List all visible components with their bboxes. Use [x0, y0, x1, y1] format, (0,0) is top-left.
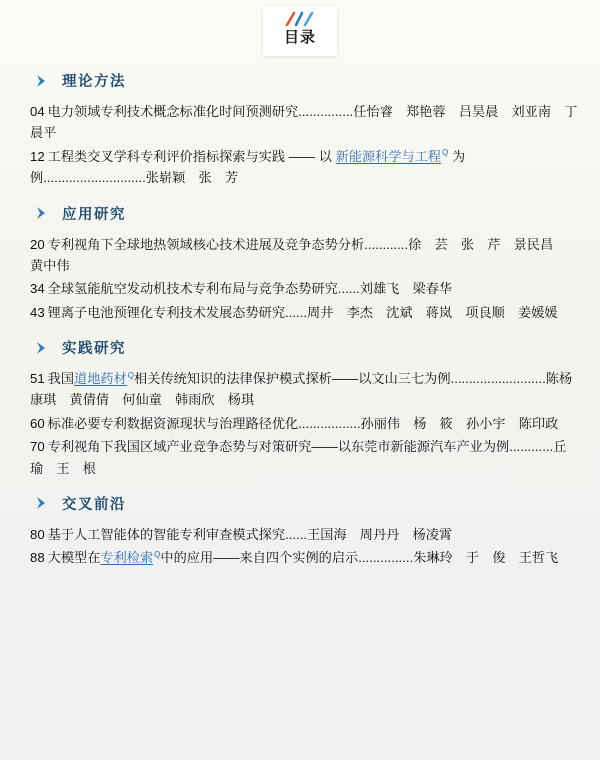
entry-title: 基于人工智能体的智能专利审查模式探究: [47, 526, 286, 542]
entry-page: 04: [30, 104, 45, 119]
entry-page: 70: [30, 439, 45, 455]
toc-entry[interactable]: [22, 547, 578, 568]
superscript-q-icon: Q: [127, 370, 135, 380]
entry-link[interactable]: 新能源科学与工程: [335, 148, 442, 164]
section-title: 交叉前沿: [62, 496, 126, 513]
entry-title: 电力领域专利技术概念标准化时间预测研究: [47, 104, 299, 119]
toc-entry[interactable]: [22, 302, 578, 323]
entry-title: 标准必要专利数据资源现状与治理路径优化: [47, 415, 299, 431]
entry-page: 51: [30, 371, 45, 386]
section-header: [22, 337, 578, 358]
entry-dots: ............................: [43, 170, 146, 186]
entry-title-prefix: 我国: [47, 371, 75, 386]
superscript-q-icon: Q: [442, 148, 449, 158]
toc-header: [0, 0, 600, 60]
entry-authors: 王国海 周丹丹 杨凌霄: [307, 526, 453, 542]
toc-title: 目录: [283, 29, 316, 46]
entry-dots: ...............: [298, 104, 354, 119]
entry-link[interactable]: 专利检索: [100, 550, 154, 566]
section-title: 实践研究: [62, 341, 126, 357]
entry-page: 60: [30, 415, 45, 431]
entry-page: 43: [30, 304, 45, 320]
entry-dots: ......: [285, 304, 308, 320]
entry-page: 34: [30, 281, 45, 297]
entry-dots: ..........................: [450, 371, 546, 386]
entry-title: 工程类交叉学科专利评价指标探索与实践 —— 以: [47, 148, 336, 164]
entry-title-prefix: 大模型在: [47, 550, 101, 566]
toc-content: [0, 60, 600, 569]
entry-dots: .................: [298, 415, 361, 431]
toc-section: [22, 493, 578, 569]
entry-title: 专利视角下我国区域产业竞争态势与对策研究——以东莞市新能源汽车产业为例: [47, 439, 510, 455]
entry-dots: ......: [285, 526, 308, 542]
section-header: [22, 493, 578, 514]
entry-authors: 丘 瑜 王 根: [30, 439, 580, 476]
section-title: 理论方法: [62, 74, 126, 90]
toc-section: [22, 337, 586, 479]
entry-authors: 任怡睿 郑艳蓉 吕昊晨 刘亚南 丁晨平: [30, 104, 578, 141]
superscript-q-icon: Q: [154, 549, 161, 559]
entry-authors: 张崭颖 张 芳: [145, 170, 239, 186]
entry-link[interactable]: 道地药材: [74, 371, 127, 386]
toc-badge: [263, 6, 337, 56]
entry-title: 专利视角下全球地热领域核心技术进展及竞争态势分析: [47, 236, 365, 252]
entry-dots: ............: [364, 236, 409, 252]
toc-entry[interactable]: [22, 524, 578, 545]
entry-page: 88: [30, 550, 45, 566]
section-header: [22, 203, 578, 224]
entry-dots: ......: [337, 281, 360, 297]
entry-title: 相关传统知识的法律保护模式探析——以文山三七为例: [134, 371, 451, 386]
section-header: [22, 70, 578, 91]
entry-title: 全球氢能航空发动机技术专利布局与竞争态势研究: [47, 281, 338, 297]
chevron-right-icon: [34, 205, 50, 221]
section-title: 应用研究: [62, 206, 126, 223]
entry-authors: 陈杨 康琪 黄倩倩 何仙童 韩雨欣 杨琪: [30, 371, 586, 408]
toc-entry[interactable]: [22, 146, 578, 189]
entry-title: 锂离子电池预锂化专利技术发展态势研究: [47, 304, 286, 320]
entry-title: 中的应用——来自四个实例的启示: [160, 550, 359, 566]
entry-page: 80: [30, 526, 45, 542]
toc-section: [22, 70, 578, 189]
chevron-right-icon: [34, 340, 50, 356]
pencil-strokes-icon: [283, 11, 317, 27]
entry-authors: 徐 芸 张 芹 景民昌 黄中伟: [30, 236, 567, 273]
chevron-right-icon: [34, 495, 50, 511]
toc-entry[interactable]: [22, 413, 578, 434]
toc-entry[interactable]: [22, 234, 578, 277]
entry-dots: ............: [509, 439, 554, 455]
entry-dots: ...............: [358, 550, 414, 566]
toc-entry[interactable]: [22, 278, 578, 299]
entry-authors: 周井 李杰 沈斌 蒋岚 项良顺 姜媛媛: [307, 304, 558, 320]
toc-section: [22, 203, 578, 324]
entry-authors: 朱琳玲 于 俊 王哲飞: [413, 550, 559, 566]
toc-entry[interactable]: [22, 101, 578, 144]
entry-authors: 刘雄飞 梁春华: [359, 281, 453, 297]
entry-page: 12: [30, 148, 45, 164]
entry-authors: 孙丽伟 杨 筱 孙小宇 陈印政: [360, 415, 559, 431]
entry-page: 20: [30, 236, 45, 252]
toc-entry[interactable]: [22, 436, 578, 479]
chevron-right-icon: [34, 73, 50, 89]
entry-title-tail: 为例: [30, 148, 466, 186]
toc-entry[interactable]: [22, 368, 586, 411]
